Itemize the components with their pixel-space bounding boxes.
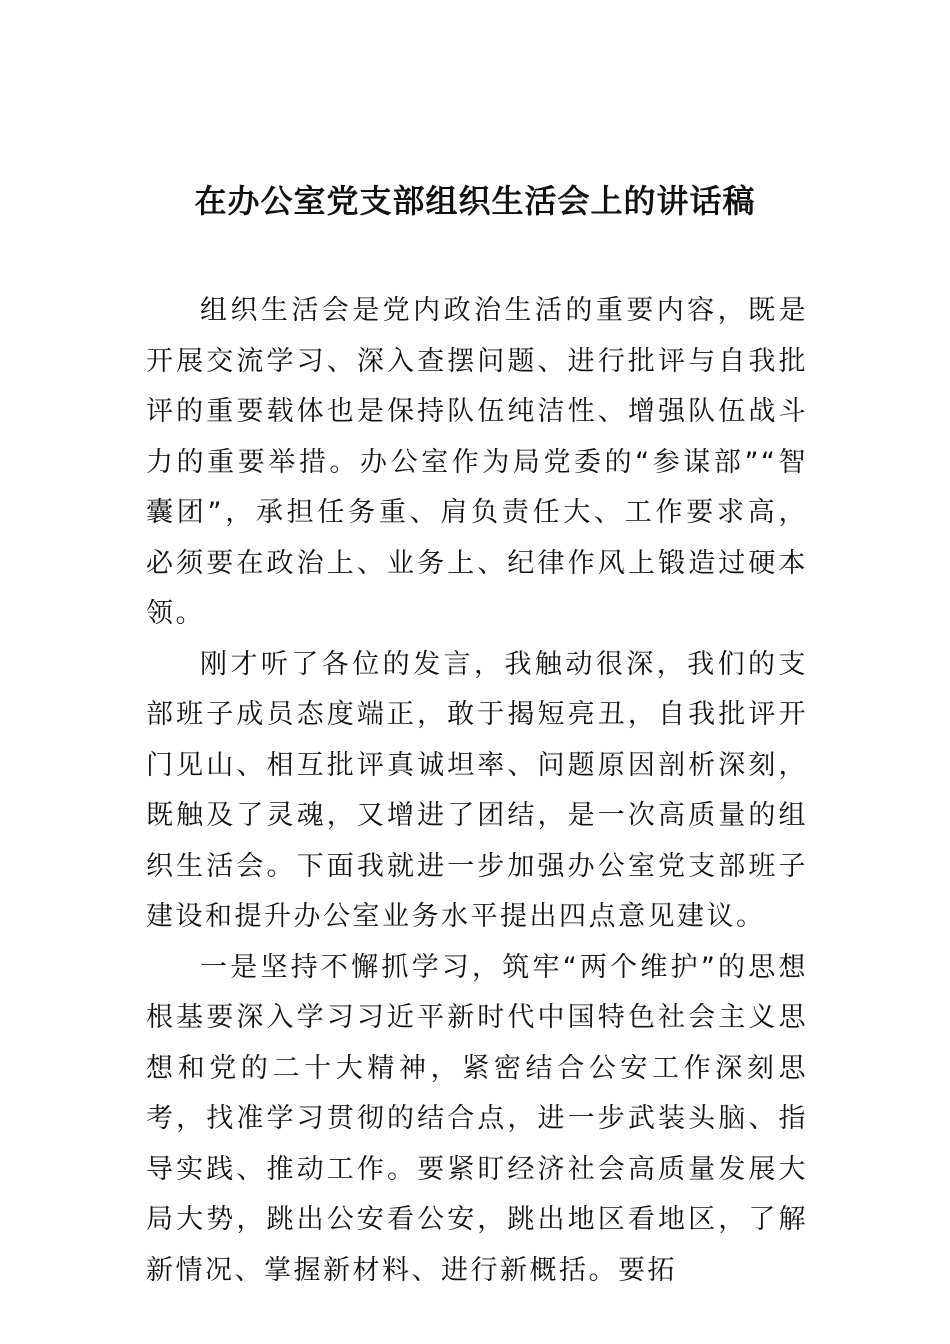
document-title: 在办公室党支部组织生活会上的讲话稿 [194, 182, 756, 221]
paragraph-3: 一是坚持不懈抓学习，筑牢“两个维护”的思想根基要深入学习习近平新时代中国特色社会主义思想和党的二十大精神，紧密结合公安工作深刻思考，找准学习贯彻的结合点，进一步武装头脑、指导实践、推动工作。要紧盯经济社会高质量发展大局大势，跳出公安看公安，跳出地区看地区，了解新情况、掌握新材料、进行新概括。要拓 [146, 951, 808, 1286]
paragraph-1: 组织生活会是党内政治生活的重要内容，既是开展交流学习、深入查摆问题、进行批评与自我批评的重要载体也是保持队伍纯洁性、增强队伍战斗力的重要举措。办公室作为局党委的“参谋部”“智囊团”，承担任务重、肩负责任大、工作要求高，必须要在政治上、业务上、纪律作风上锻造过硬本领。 [146, 295, 808, 629]
paragraph-2: 刚才听了各位的发言，我触动很深，我们的支部班子成员态度端正，敢于揭短亮丑，自我批评开门见山、相互批评真诚坦率、问题原因剖析深刻，既触及了灵魂，又增进了团结，是一次高质量的组织生活会。下面我就进一步加强办公室党支部班子建设和提升办公室业务水平提出四点意见建议。 [146, 648, 808, 932]
document-body [146, 286, 808, 1296]
